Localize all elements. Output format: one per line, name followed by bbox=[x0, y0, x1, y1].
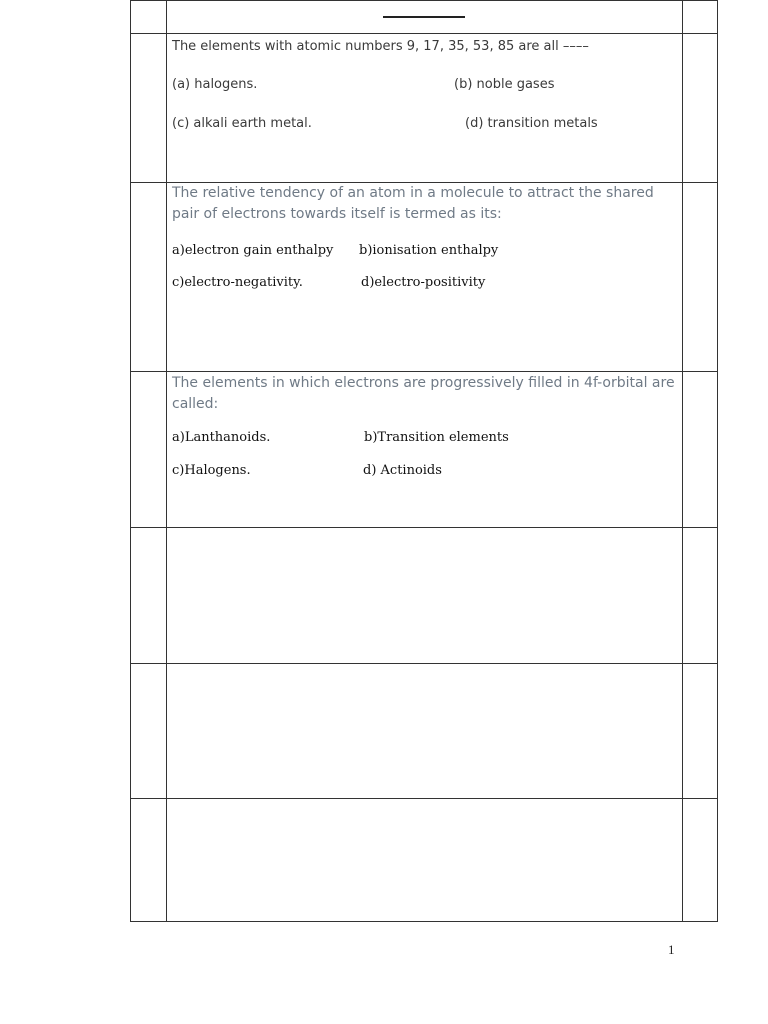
table-border-left bbox=[130, 0, 131, 922]
table-row-divider bbox=[130, 663, 718, 664]
table-row-divider bbox=[130, 33, 718, 34]
question-stem: The elements with atomic numbers 9, 17, 35, 53, 85 are all –––– bbox=[172, 39, 589, 54]
option-b: b)ionisation enthalpy bbox=[359, 243, 499, 258]
question-stem: The relative tendency of an atom in a molecule to attract the shared pair of electrons towards itself is termed as its: bbox=[172, 185, 654, 222]
option-d: d) Actinoids bbox=[363, 463, 442, 478]
table-row-divider bbox=[130, 0, 718, 1]
table-row-divider bbox=[130, 798, 718, 799]
option-a: (a) halogens. bbox=[172, 77, 258, 92]
option-d: (d) transition metals bbox=[465, 116, 598, 131]
option-b: (b) noble gases bbox=[454, 77, 555, 92]
table-row-divider bbox=[130, 371, 718, 372]
table-border-bottom bbox=[130, 921, 718, 922]
option-c: c)Halogens. bbox=[172, 463, 251, 478]
header-underline bbox=[383, 16, 465, 18]
option-c: c)electro-negativity. bbox=[172, 275, 303, 290]
option-c: (c) alkali earth metal. bbox=[172, 116, 312, 131]
table-border-right bbox=[717, 0, 718, 922]
question-stem: The elements in which electrons are progressively filled in 4f-orbital are called: bbox=[172, 375, 675, 412]
option-a: a)electron gain enthalpy bbox=[172, 243, 334, 258]
page-number: 1 bbox=[668, 942, 675, 957]
option-b: b)Transition elements bbox=[364, 430, 509, 445]
table-divider-number-column bbox=[166, 0, 167, 922]
option-d: d)electro-positivity bbox=[361, 275, 486, 290]
table-divider-marks-column bbox=[682, 0, 683, 922]
table-row-divider bbox=[130, 527, 718, 528]
option-a: a)Lanthanoids. bbox=[172, 430, 271, 445]
